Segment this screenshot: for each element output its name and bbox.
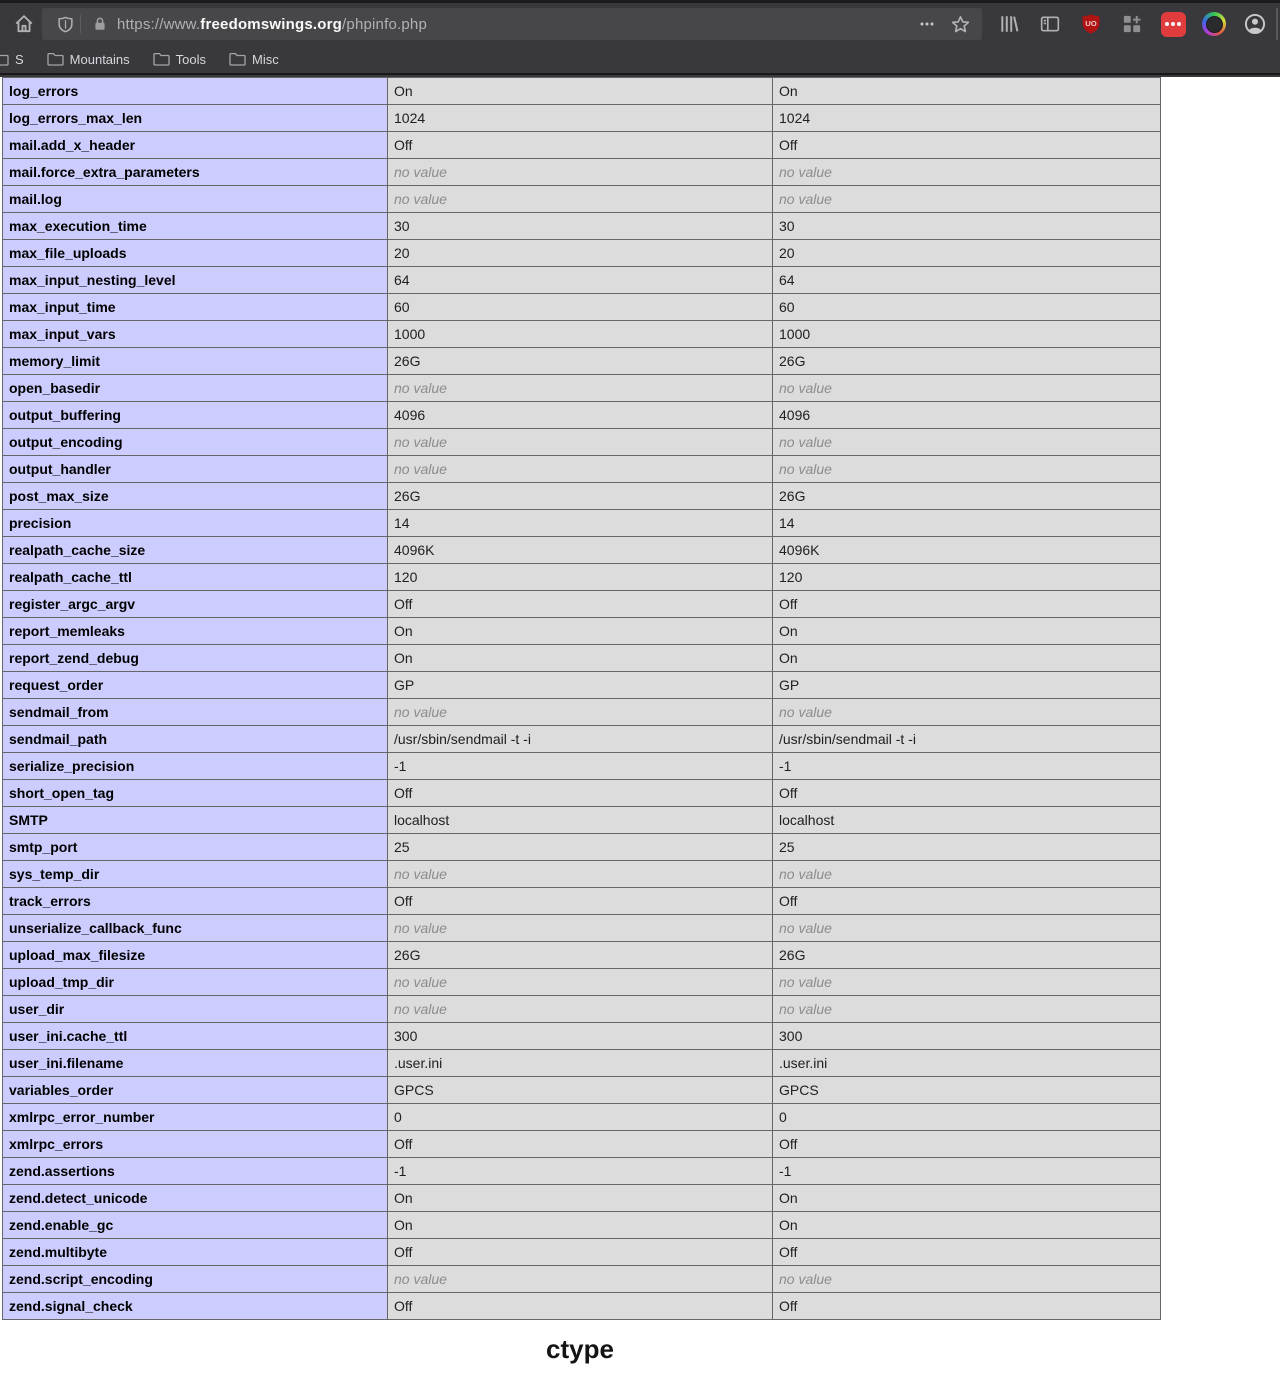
folder-icon	[153, 52, 170, 66]
table-row	[3, 564, 1161, 591]
master-value-cell: GPCS	[773, 1077, 1161, 1104]
master-value-cell: Off	[773, 591, 1161, 618]
directive-cell: realpath_cache_ttl	[3, 564, 388, 591]
directive-cell: sendmail_from	[3, 699, 388, 726]
table-row	[3, 348, 1161, 375]
no-value-text: no value	[779, 920, 832, 936]
table-row	[3, 1293, 1161, 1320]
bookmarks-toolbar	[0, 45, 1280, 75]
master-value-cell: Off	[773, 1293, 1161, 1320]
directive-cell: output_handler	[3, 456, 388, 483]
master-value-cell	[773, 1266, 1161, 1293]
directive-cell: zend.detect_unicode	[3, 1185, 388, 1212]
table-row	[3, 321, 1161, 348]
no-value-text: no value	[394, 866, 447, 882]
urlbar-divider	[80, 15, 81, 33]
master-value-cell: 1024	[773, 105, 1161, 132]
master-value-cell: 25	[773, 834, 1161, 861]
no-value-text: no value	[779, 164, 832, 180]
local-value-cell: On	[388, 1212, 773, 1239]
local-value-cell: Off	[388, 132, 773, 159]
directive-cell: serialize_precision	[3, 753, 388, 780]
bookmark-star-button[interactable]	[951, 15, 970, 34]
master-value-cell: 26G	[773, 483, 1161, 510]
folder-icon	[0, 52, 9, 66]
local-value-cell: /usr/sbin/sendmail -t -i	[388, 726, 773, 753]
master-value-cell: On	[773, 1212, 1161, 1239]
no-value-text: no value	[394, 461, 447, 477]
local-value-cell: -1	[388, 1158, 773, 1185]
red-dots-extension-button[interactable]	[1159, 10, 1187, 38]
table-row	[3, 1131, 1161, 1158]
master-value-cell: On	[773, 645, 1161, 672]
master-value-cell	[773, 915, 1161, 942]
no-value-text: no value	[779, 974, 832, 990]
master-value-cell	[773, 186, 1161, 213]
directive-cell: zend.assertions	[3, 1158, 388, 1185]
directive-cell: zend.enable_gc	[3, 1212, 388, 1239]
local-value-cell: -1	[388, 753, 773, 780]
local-value-cell: .user.ini	[388, 1050, 773, 1077]
master-value-cell: localhost	[773, 807, 1161, 834]
table-row	[3, 996, 1161, 1023]
master-value-cell: Off	[773, 1239, 1161, 1266]
local-value-cell: GPCS	[388, 1077, 773, 1104]
directive-cell: precision	[3, 510, 388, 537]
sidebar-toggle-button[interactable]	[1036, 10, 1064, 38]
local-value-cell	[388, 429, 773, 456]
local-value-cell	[388, 915, 773, 942]
master-value-cell	[773, 699, 1161, 726]
table-row	[3, 618, 1161, 645]
library-icon	[999, 14, 1019, 34]
directive-cell: sendmail_path	[3, 726, 388, 753]
directive-cell: output_buffering	[3, 402, 388, 429]
section-heading: ctype	[546, 1334, 614, 1364]
no-value-text: no value	[394, 164, 447, 180]
table-row	[3, 1023, 1161, 1050]
local-value-cell: 4096K	[388, 537, 773, 564]
tracking-protection-button[interactable]	[54, 13, 76, 35]
table-row	[3, 213, 1161, 240]
master-value-cell: 1000	[773, 321, 1161, 348]
master-value-cell: -1	[773, 1158, 1161, 1185]
directive-cell: smtp_port	[3, 834, 388, 861]
master-value-cell: 0	[773, 1104, 1161, 1131]
account-button[interactable]	[1241, 10, 1269, 38]
directive-cell: user_ini.cache_ttl	[3, 1023, 388, 1050]
directive-cell: post_max_size	[3, 483, 388, 510]
local-value-cell: 4096	[388, 402, 773, 429]
lock-icon	[92, 16, 108, 32]
master-value-cell	[773, 429, 1161, 456]
master-value-cell: 4096K	[773, 537, 1161, 564]
window-edge-line	[1276, 8, 1278, 40]
local-value-cell	[388, 186, 773, 213]
table-row	[3, 375, 1161, 402]
directive-cell: user_ini.filename	[3, 1050, 388, 1077]
directive-cell: max_input_vars	[3, 321, 388, 348]
master-value-cell	[773, 159, 1161, 186]
directive-cell: user_dir	[3, 996, 388, 1023]
table-row	[3, 186, 1161, 213]
no-value-text: no value	[394, 434, 447, 450]
no-value-text: no value	[779, 704, 832, 720]
extensions-grid-button[interactable]	[1118, 10, 1146, 38]
no-value-text: no value	[779, 1001, 832, 1017]
toolbar-right-icons	[995, 10, 1269, 38]
table-row	[3, 780, 1161, 807]
no-value-text: no value	[779, 380, 832, 396]
table-row	[3, 834, 1161, 861]
sidebar-icon	[1040, 14, 1060, 34]
table-row	[3, 537, 1161, 564]
local-value-cell: GP	[388, 672, 773, 699]
directive-cell: realpath_cache_size	[3, 537, 388, 564]
star-icon	[951, 15, 970, 34]
master-value-cell: On	[773, 1185, 1161, 1212]
master-value-cell: 60	[773, 294, 1161, 321]
master-value-cell: Off	[773, 132, 1161, 159]
local-value-cell	[388, 969, 773, 996]
directive-cell: upload_tmp_dir	[3, 969, 388, 996]
directive-cell: max_input_nesting_level	[3, 267, 388, 294]
master-value-cell: On	[773, 618, 1161, 645]
master-value-cell: 30	[773, 213, 1161, 240]
table-row	[3, 1158, 1161, 1185]
master-value-cell: .user.ini	[773, 1050, 1161, 1077]
directive-cell: log_errors_max_len	[3, 105, 388, 132]
table-row	[3, 132, 1161, 159]
local-value-cell: 25	[388, 834, 773, 861]
table-row	[3, 78, 1161, 105]
local-value-cell: 120	[388, 564, 773, 591]
table-row	[3, 1239, 1161, 1266]
table-row	[3, 672, 1161, 699]
local-value-cell: 26G	[388, 483, 773, 510]
local-value-cell: Off	[388, 591, 773, 618]
no-value-text: no value	[394, 704, 447, 720]
master-value-cell: Off	[773, 1131, 1161, 1158]
local-value-cell	[388, 159, 773, 186]
local-value-cell: Off	[388, 780, 773, 807]
master-value-cell: Off	[773, 888, 1161, 915]
grid-plus-icon	[1122, 14, 1142, 34]
local-value-cell	[388, 375, 773, 402]
bookmark-folder-tools[interactable]	[153, 52, 206, 67]
bookmark-label: Tools	[175, 51, 207, 67]
table-row	[3, 915, 1161, 942]
local-value-cell: On	[388, 78, 773, 105]
master-value-cell	[773, 861, 1161, 888]
bookmark-label: Misc	[252, 51, 279, 67]
page-content	[0, 77, 1280, 1381]
directive-cell: max_input_time	[3, 294, 388, 321]
no-value-text: no value	[394, 380, 447, 396]
directive-cell: variables_order	[3, 1077, 388, 1104]
local-value-cell: Off	[388, 888, 773, 915]
master-value-cell: 26G	[773, 942, 1161, 969]
local-value-cell: On	[388, 1185, 773, 1212]
table-row	[3, 726, 1161, 753]
php-config-table	[2, 77, 1161, 1320]
directive-cell: xmlrpc_errors	[3, 1131, 388, 1158]
local-value-cell: Off	[388, 1293, 773, 1320]
master-value-cell: 26G	[773, 348, 1161, 375]
bookmark-label: S	[15, 51, 24, 67]
folder-icon	[47, 52, 64, 66]
table-row	[3, 1185, 1161, 1212]
table-row	[3, 1104, 1161, 1131]
master-value-cell: 300	[773, 1023, 1161, 1050]
local-value-cell: 26G	[388, 942, 773, 969]
directive-cell: short_open_tag	[3, 780, 388, 807]
directive-cell: report_memleaks	[3, 618, 388, 645]
no-value-text: no value	[394, 974, 447, 990]
directive-cell: track_errors	[3, 888, 388, 915]
directive-cell: mail.force_extra_parameters	[3, 159, 388, 186]
master-value-cell: GP	[773, 672, 1161, 699]
table-row	[3, 645, 1161, 672]
table-row	[3, 1077, 1161, 1104]
bookmark-label: Mountains	[69, 51, 130, 67]
svg-text:UO: UO	[1085, 19, 1097, 29]
local-value-cell: 0	[388, 1104, 773, 1131]
table-row	[3, 267, 1161, 294]
directive-cell: mail.add_x_header	[3, 132, 388, 159]
url-bar[interactable]	[42, 8, 982, 40]
table-row	[3, 429, 1161, 456]
php-config-table-body	[3, 78, 1161, 1320]
directive-cell: max_execution_time	[3, 213, 388, 240]
master-value-cell: Off	[773, 780, 1161, 807]
library-button[interactable]	[995, 10, 1023, 38]
no-value-text: no value	[779, 1271, 832, 1287]
directive-cell: SMTP	[3, 807, 388, 834]
local-value-cell: 1024	[388, 105, 773, 132]
master-value-cell	[773, 375, 1161, 402]
master-value-cell	[773, 456, 1161, 483]
directive-cell: upload_max_filesize	[3, 942, 388, 969]
directive-cell: log_errors	[3, 78, 388, 105]
directive-cell: mail.log	[3, 186, 388, 213]
bookmark-folder-mountains[interactable]	[47, 52, 130, 67]
local-value-cell	[388, 996, 773, 1023]
no-value-text: no value	[779, 191, 832, 207]
table-row	[3, 402, 1161, 429]
folder-icon	[229, 52, 246, 66]
table-row	[3, 294, 1161, 321]
master-value-cell: 20	[773, 240, 1161, 267]
master-value-cell: 64	[773, 267, 1161, 294]
directive-cell: memory_limit	[3, 348, 388, 375]
directive-cell: max_file_uploads	[3, 240, 388, 267]
local-value-cell: Off	[388, 1239, 773, 1266]
red-dots-icon	[1161, 12, 1186, 37]
directive-cell: open_basedir	[3, 375, 388, 402]
url-path: /phpinfo.php	[342, 15, 428, 33]
table-row	[3, 240, 1161, 267]
local-value-cell: 64	[388, 267, 773, 294]
local-value-cell: Off	[388, 1131, 773, 1158]
bookmark-folder-s[interactable]	[0, 52, 24, 67]
no-value-text: no value	[394, 1271, 447, 1287]
local-value-cell	[388, 456, 773, 483]
table-row	[3, 699, 1161, 726]
directive-cell: xmlrpc_error_number	[3, 1104, 388, 1131]
color-wheel-icon	[1202, 12, 1226, 36]
master-value-cell: /usr/sbin/sendmail -t -i	[773, 726, 1161, 753]
table-row	[3, 591, 1161, 618]
home-icon	[14, 14, 34, 34]
table-row	[3, 159, 1161, 186]
directive-cell: register_argc_argv	[3, 591, 388, 618]
ellipsis-icon	[919, 16, 935, 32]
master-value-cell: 120	[773, 564, 1161, 591]
directive-cell: unserialize_callback_func	[3, 915, 388, 942]
local-value-cell	[388, 1266, 773, 1293]
directive-cell: zend.multibyte	[3, 1239, 388, 1266]
master-value-cell: 14	[773, 510, 1161, 537]
color-wheel-extension-button[interactable]	[1200, 10, 1228, 38]
local-value-cell: 1000	[388, 321, 773, 348]
url-domain: freedomswings.org	[200, 15, 343, 33]
no-value-text: no value	[394, 191, 447, 207]
no-value-text: no value	[779, 434, 832, 450]
table-row	[3, 807, 1161, 834]
url-text[interactable]	[117, 16, 911, 33]
local-value-cell: 30	[388, 213, 773, 240]
no-value-text: no value	[394, 920, 447, 936]
table-row	[3, 888, 1161, 915]
no-value-text: no value	[779, 866, 832, 882]
master-value-cell	[773, 996, 1161, 1023]
no-value-text: no value	[779, 461, 832, 477]
local-value-cell	[388, 699, 773, 726]
local-value-cell: 60	[388, 294, 773, 321]
connection-security-button[interactable]	[89, 13, 111, 35]
local-value-cell: 26G	[388, 348, 773, 375]
local-value-cell: 20	[388, 240, 773, 267]
table-row	[3, 753, 1161, 780]
local-value-cell: localhost	[388, 807, 773, 834]
master-value-cell: 4096	[773, 402, 1161, 429]
local-value-cell: 14	[388, 510, 773, 537]
local-value-cell: On	[388, 618, 773, 645]
table-row	[3, 1212, 1161, 1239]
no-value-text: no value	[394, 1001, 447, 1017]
directive-cell: sys_temp_dir	[3, 861, 388, 888]
table-row	[3, 969, 1161, 996]
shield-icon	[57, 16, 74, 33]
ublock-extension-button[interactable]	[1077, 10, 1105, 38]
directive-cell: output_encoding	[3, 429, 388, 456]
table-row	[3, 1266, 1161, 1293]
table-row	[3, 510, 1161, 537]
table-row	[3, 105, 1161, 132]
url-scheme: https://www.	[117, 15, 201, 33]
ublock-shield-icon	[1080, 13, 1102, 35]
table-row	[3, 456, 1161, 483]
account-person-icon	[1244, 13, 1266, 35]
table-row	[3, 861, 1161, 888]
directive-cell: zend.signal_check	[3, 1293, 388, 1320]
page-actions-button[interactable]	[919, 16, 935, 32]
directive-cell: report_zend_debug	[3, 645, 388, 672]
master-value-cell	[773, 969, 1161, 996]
home-button[interactable]	[10, 10, 38, 38]
directive-cell: request_order	[3, 672, 388, 699]
table-row	[3, 942, 1161, 969]
local-value-cell: 300	[388, 1023, 773, 1050]
table-row	[3, 483, 1161, 510]
browser-chrome	[0, 0, 1280, 77]
master-value-cell: -1	[773, 753, 1161, 780]
directive-cell: zend.script_encoding	[3, 1266, 388, 1293]
navigation-toolbar	[0, 3, 1280, 45]
table-row	[3, 1050, 1161, 1077]
bookmark-folder-misc[interactable]	[229, 52, 279, 67]
local-value-cell: On	[388, 645, 773, 672]
local-value-cell	[388, 861, 773, 888]
master-value-cell: On	[773, 78, 1161, 105]
